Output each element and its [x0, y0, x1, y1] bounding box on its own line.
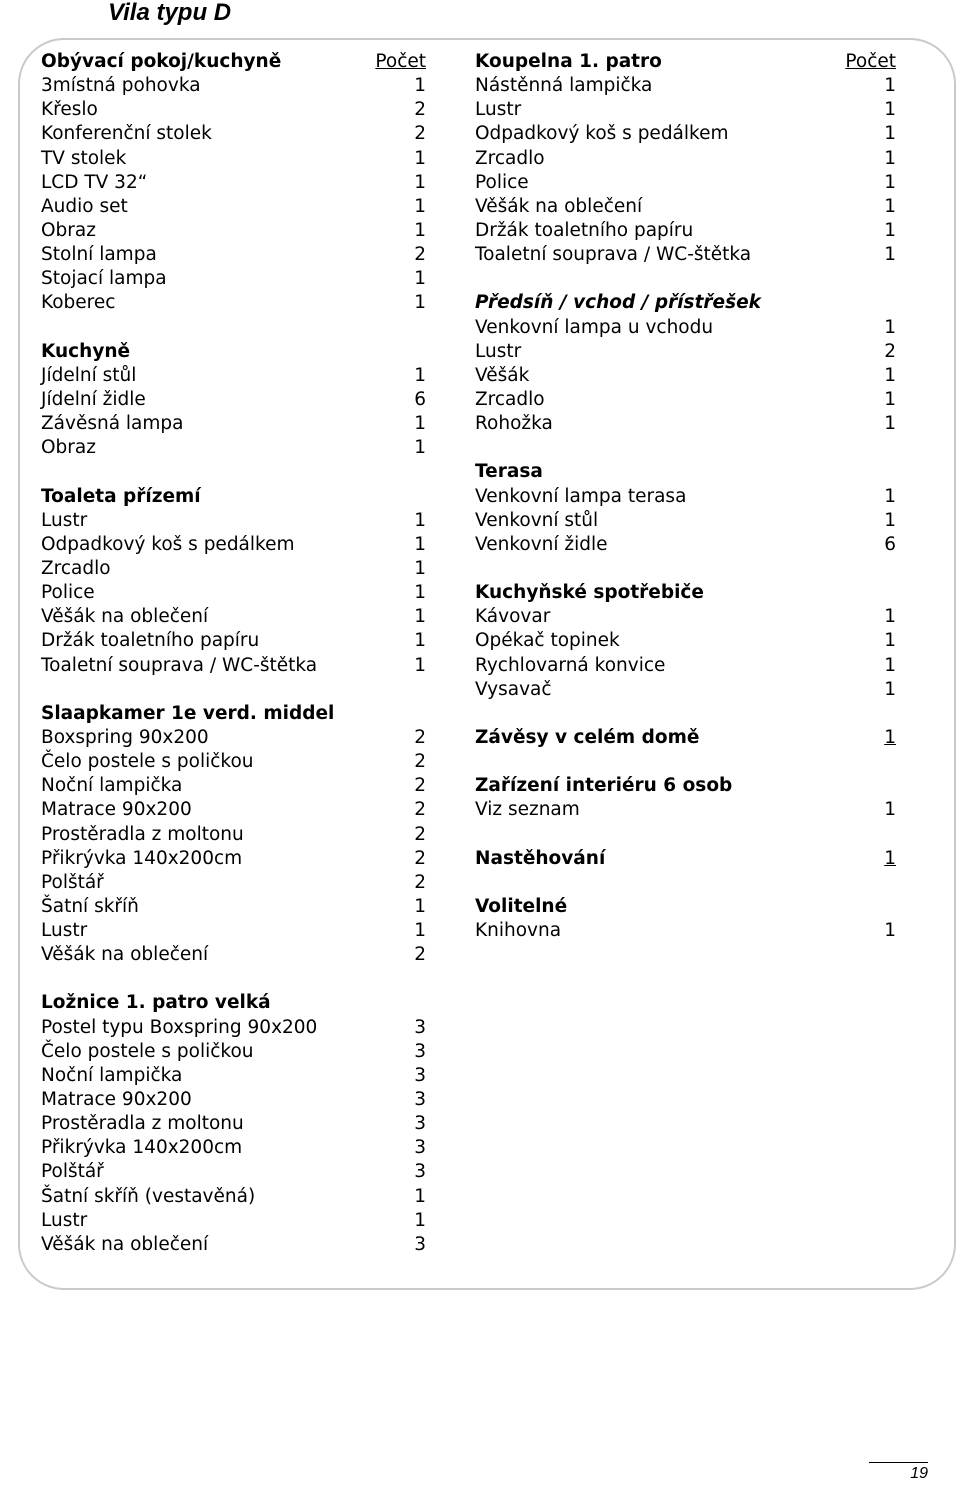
- item-quantity: 2: [414, 726, 426, 748]
- item-quantity: 1: [414, 147, 426, 169]
- item-label: Postel typu Boxspring 90x200: [41, 1016, 318, 1038]
- inventory-row: [41, 509, 426, 533]
- item-label: Rychlovarná konvice: [475, 654, 666, 676]
- inventory-row: [41, 533, 426, 557]
- item-label: Věšák na oblečení: [41, 1233, 209, 1255]
- item-quantity: 1: [884, 75, 896, 97]
- spacer-row: [41, 460, 426, 484]
- item-label: Venkovní lampa u vchodu: [475, 316, 714, 338]
- item-quantity: 2: [414, 123, 426, 145]
- item-quantity: 3: [414, 1064, 426, 1086]
- item-label: Prostěradla z moltonu: [41, 823, 244, 845]
- spacer-row: [41, 316, 426, 340]
- item-quantity: 1: [414, 413, 426, 435]
- item-label: Police: [41, 582, 95, 604]
- inventory-row: [475, 678, 896, 702]
- item-label: Nastěhování: [475, 847, 606, 869]
- inventory-row: [41, 412, 426, 436]
- inventory-row: [41, 1112, 426, 1136]
- item-quantity: 1: [884, 509, 896, 531]
- inventory-row: [41, 823, 426, 847]
- item-quantity: 6: [414, 388, 426, 410]
- item-quantity: 2: [414, 244, 426, 266]
- inventory-row: [41, 557, 426, 581]
- item-label: Kávovar: [475, 606, 551, 628]
- item-quantity: 1: [414, 509, 426, 531]
- item-quantity: 1: [884, 654, 896, 676]
- inventory-row: [41, 871, 426, 895]
- inventory-row: [41, 171, 426, 195]
- item-quantity: 1: [414, 557, 426, 579]
- item-quantity: 1: [414, 533, 426, 555]
- item-quantity: 2: [414, 751, 426, 773]
- inventory-row: [41, 774, 426, 798]
- item-label: TV stolek: [41, 147, 127, 169]
- section-heading: [41, 702, 426, 726]
- item-label: Zrcadlo: [475, 147, 545, 169]
- item-quantity: 1: [884, 219, 896, 241]
- section-heading: [475, 895, 896, 919]
- item-label: Kuchyně: [41, 340, 131, 362]
- item-quantity: 2: [414, 847, 426, 869]
- inventory-row: [475, 509, 896, 533]
- item-quantity: 1: [414, 171, 426, 193]
- item-quantity: 3: [414, 1161, 426, 1183]
- inventory-row: [475, 147, 896, 171]
- spacer-row: [475, 702, 896, 726]
- section-heading: [475, 291, 896, 315]
- item-quantity: 1: [414, 292, 426, 314]
- inventory-row: [41, 1136, 426, 1160]
- item-label: Polštář: [41, 1161, 104, 1183]
- item-label: Prostěradla z moltonu: [41, 1113, 244, 1135]
- item-label: Noční lampička: [41, 775, 183, 797]
- section-heading: [41, 991, 426, 1015]
- section-heading: [475, 581, 896, 605]
- inventory-row: [41, 629, 426, 653]
- item-label: Jídelní stůl: [41, 364, 137, 386]
- item-quantity: 1: [884, 920, 896, 942]
- item-label: Čelo postele s poličkou: [41, 751, 254, 773]
- item-quantity: 2: [884, 340, 896, 362]
- item-label: Lustr: [41, 1209, 88, 1231]
- item-quantity: 2: [414, 871, 426, 893]
- spacer-row: [475, 750, 896, 774]
- inventory-row: [41, 219, 426, 243]
- inventory-row: [475, 364, 896, 388]
- item-label: Lustr: [475, 99, 522, 121]
- inventory-row: [41, 291, 426, 315]
- item-quantity: 1: [884, 485, 896, 507]
- inventory-row: [41, 895, 426, 919]
- item-label: Venkovní lampa terasa: [475, 485, 687, 507]
- inventory-row: [475, 798, 896, 822]
- inventory-row: [475, 919, 896, 943]
- item-label: Volitelné: [475, 895, 568, 917]
- item-label: Věšák na oblečení: [41, 606, 209, 628]
- item-label: Zařízení interiéru 6 osob: [475, 775, 733, 797]
- item-quantity: 1: [884, 388, 896, 410]
- item-quantity: 1: [414, 75, 426, 97]
- section-heading: [41, 485, 426, 509]
- item-quantity: 1: [414, 582, 426, 604]
- section-heading: [41, 340, 426, 364]
- page-number: 19: [910, 1465, 928, 1482]
- inventory-row: [41, 1040, 426, 1064]
- inventory-row: [475, 122, 896, 146]
- item-label: Zrcadlo: [475, 388, 545, 410]
- item-label: Obraz: [41, 219, 96, 241]
- item-label: Jídelní židle: [41, 388, 146, 410]
- inventory-row: [41, 750, 426, 774]
- item-label: Kuchyňské spotřebiče: [475, 582, 704, 604]
- spacer-row: [475, 436, 896, 460]
- item-label: Přikrývka 140x200cm: [41, 847, 243, 869]
- item-label: Stolní lampa: [41, 244, 157, 266]
- inventory-row: [41, 98, 426, 122]
- spacer-row: [475, 557, 896, 581]
- item-quantity: 1: [414, 268, 426, 290]
- item-label: Matrace 90x200: [41, 1089, 192, 1111]
- item-quantity: 2: [414, 799, 426, 821]
- item-label: Odpadkový koš s pedálkem: [475, 123, 729, 145]
- spacer-row: [41, 967, 426, 991]
- item-label: Předsíň / vchod / přístřešek: [475, 292, 761, 314]
- item-quantity: 2: [414, 775, 426, 797]
- item-quantity: 3: [414, 1137, 426, 1159]
- item-quantity: 2: [414, 99, 426, 121]
- inventory-row: [475, 388, 896, 412]
- item-quantity: 2: [414, 823, 426, 845]
- section-heading: [475, 774, 896, 798]
- item-quantity: 1: [884, 847, 896, 869]
- item-quantity: 1: [884, 413, 896, 435]
- item-label: Venkovní stůl: [475, 509, 599, 531]
- inventory-row: [41, 74, 426, 98]
- item-quantity: Počet: [845, 51, 896, 72]
- inventory-row: [41, 798, 426, 822]
- item-label: Terasa: [475, 461, 543, 483]
- item-quantity: 1: [884, 316, 896, 338]
- item-quantity: 1: [414, 1185, 426, 1207]
- item-label: Obraz: [41, 437, 96, 459]
- spacer-row: [41, 678, 426, 702]
- item-label: Viz seznam: [475, 799, 580, 821]
- item-quantity: 1: [414, 920, 426, 942]
- item-quantity: 1: [414, 895, 426, 917]
- item-label: Matrace 90x200: [41, 799, 192, 821]
- inventory-row: [475, 605, 896, 629]
- inventory-row: [475, 74, 896, 98]
- item-label: Toaletní souprava / WC-štětka: [475, 244, 752, 266]
- item-label: Čelo postele s poličkou: [41, 1040, 254, 1062]
- item-quantity: 1: [414, 195, 426, 217]
- item-quantity: 1: [884, 123, 896, 145]
- item-quantity: 1: [884, 99, 896, 121]
- inventory-row: [475, 316, 896, 340]
- section-heading: [475, 726, 896, 750]
- inventory-row: [41, 1064, 426, 1088]
- item-quantity: 1: [414, 219, 426, 241]
- item-label: Věšák: [475, 364, 530, 386]
- inventory-row: [41, 147, 426, 171]
- left-column: [41, 50, 426, 1257]
- section-heading: [475, 50, 896, 74]
- item-label: Koupelna 1. patro: [475, 51, 662, 72]
- item-quantity: Počet: [375, 51, 426, 72]
- inventory-row: [475, 195, 896, 219]
- item-label: Věšák na oblečení: [475, 195, 643, 217]
- inventory-row: [41, 1088, 426, 1112]
- inventory-row: [41, 1160, 426, 1184]
- item-label: Vysavač: [475, 678, 552, 700]
- item-quantity: 1: [884, 799, 896, 821]
- item-label: Závěsná lampa: [41, 413, 184, 435]
- item-quantity: 1: [884, 364, 896, 386]
- item-quantity: 1: [884, 726, 896, 748]
- inventory-row: [475, 485, 896, 509]
- item-label: Lustr: [475, 340, 522, 362]
- item-quantity: 3: [414, 1233, 426, 1255]
- right-column: [475, 50, 896, 943]
- page-number-rule: [869, 1462, 928, 1463]
- item-quantity: 3: [414, 1113, 426, 1135]
- inventory-row: [475, 533, 896, 557]
- item-label: Konferenční stolek: [41, 123, 212, 145]
- item-label: Držák toaletního papíru: [475, 219, 694, 241]
- inventory-row: [41, 388, 426, 412]
- page-title: Vila typu D: [108, 0, 232, 26]
- item-quantity: 1: [414, 606, 426, 628]
- inventory-row: [475, 412, 896, 436]
- item-quantity: 1: [884, 606, 896, 628]
- item-label: Noční lampička: [41, 1064, 183, 1086]
- item-label: Šatní skříň (vestavěná): [41, 1185, 256, 1207]
- section-heading: [475, 460, 896, 484]
- inventory-row: [475, 340, 896, 364]
- inventory-row: [41, 726, 426, 750]
- section-heading: [41, 50, 426, 74]
- inventory-row: [475, 98, 896, 122]
- item-quantity: 1: [414, 654, 426, 676]
- item-label: 3místná pohovka: [41, 75, 201, 97]
- spacer-row: [475, 823, 896, 847]
- item-label: Venkovní židle: [475, 533, 608, 555]
- spacer-row: [475, 267, 896, 291]
- inventory-row: [41, 919, 426, 943]
- item-quantity: 1: [884, 244, 896, 266]
- item-label: Koberec: [41, 292, 116, 314]
- item-label: Rohožka: [475, 413, 553, 435]
- inventory-row: [41, 581, 426, 605]
- item-quantity: 1: [414, 630, 426, 652]
- item-label: Nástěnná lampička: [475, 75, 653, 97]
- item-quantity: 3: [414, 1089, 426, 1111]
- inventory-row: [41, 605, 426, 629]
- inventory-row: [41, 195, 426, 219]
- inventory-row: [475, 171, 896, 195]
- item-label: Polštář: [41, 871, 104, 893]
- inventory-row: [475, 629, 896, 653]
- item-quantity: 3: [414, 1040, 426, 1062]
- item-quantity: 1: [884, 678, 896, 700]
- item-label: Boxspring 90x200: [41, 726, 209, 748]
- item-label: Slaapkamer 1e verd. middel: [41, 702, 335, 724]
- item-quantity: 1: [884, 147, 896, 169]
- item-label: Odpadkový koš s pedálkem: [41, 533, 295, 555]
- item-label: Obývací pokoj/kuchyně: [41, 51, 282, 72]
- inventory-row: [475, 654, 896, 678]
- item-label: Police: [475, 171, 529, 193]
- item-label: LCD TV 32“: [41, 171, 148, 193]
- item-label: Toaleta přízemí: [41, 485, 201, 507]
- item-label: Přikrývka 140x200cm: [41, 1137, 243, 1159]
- inventory-row: [41, 364, 426, 388]
- item-quantity: 1: [884, 195, 896, 217]
- inventory-row: [41, 267, 426, 291]
- item-quantity: 1: [414, 1209, 426, 1231]
- item-label: Knihovna: [475, 920, 562, 942]
- item-quantity: 1: [884, 630, 896, 652]
- item-label: Zrcadlo: [41, 557, 111, 579]
- item-quantity: 2: [414, 944, 426, 966]
- item-quantity: 1: [414, 437, 426, 459]
- item-label: Křeslo: [41, 99, 98, 121]
- inventory-row: [41, 1185, 426, 1209]
- inventory-row: [41, 1209, 426, 1233]
- inventory-row: [41, 654, 426, 678]
- item-label: Lustr: [41, 920, 88, 942]
- item-label: Držák toaletního papíru: [41, 630, 260, 652]
- inventory-row: [41, 243, 426, 267]
- spacer-row: [475, 871, 896, 895]
- inventory-row: [41, 943, 426, 967]
- item-label: Šatní skříň: [41, 895, 139, 917]
- item-label: Ložnice 1. patro velká: [41, 992, 271, 1014]
- inventory-row: [41, 436, 426, 460]
- item-label: Lustr: [41, 509, 88, 531]
- item-label: Toaletní souprava / WC-štětka: [41, 654, 318, 676]
- section-heading: [475, 847, 896, 871]
- inventory-row: [41, 1233, 426, 1257]
- inventory-row: [41, 1016, 426, 1040]
- item-label: Opékač topinek: [475, 630, 620, 652]
- item-label: Audio set: [41, 195, 128, 217]
- inventory-row: [41, 847, 426, 871]
- inventory-row: [475, 243, 896, 267]
- item-label: Věšák na oblečení: [41, 944, 209, 966]
- inventory-row: [475, 219, 896, 243]
- item-label: Stojací lampa: [41, 268, 167, 290]
- inventory-row: [41, 122, 426, 146]
- item-quantity: 6: [884, 533, 896, 555]
- item-quantity: 1: [884, 171, 896, 193]
- item-quantity: 3: [414, 1016, 426, 1038]
- item-label: Závěsy v celém domě: [475, 726, 700, 748]
- item-quantity: 1: [414, 364, 426, 386]
